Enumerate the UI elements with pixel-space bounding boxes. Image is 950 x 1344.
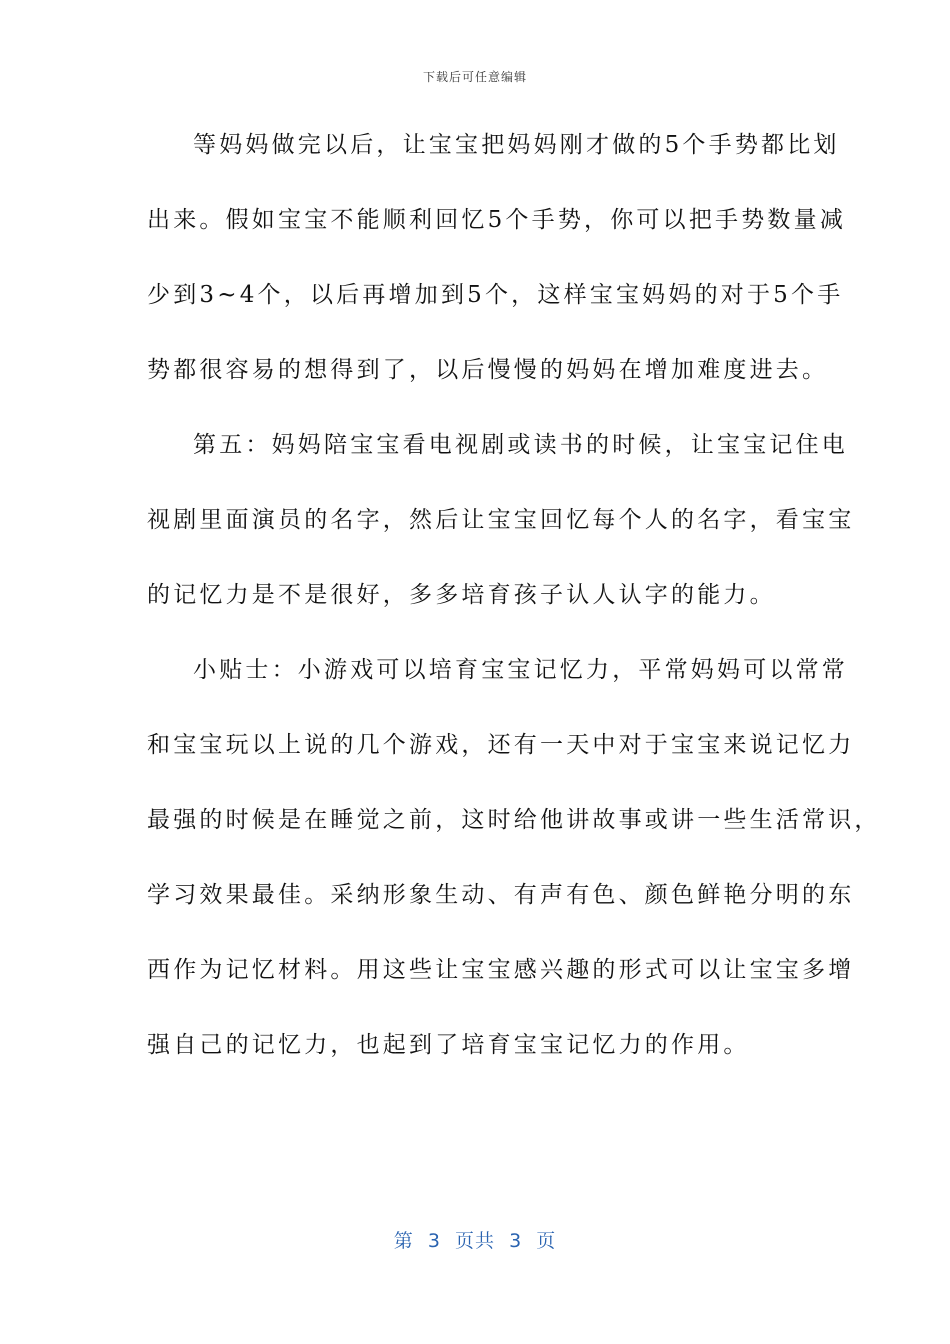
header-note: 下载后可任意编辑	[422, 70, 527, 84]
paragraph-line: 势都很容易的想得到了，以后慢慢的妈妈在增加难度进去。	[147, 357, 829, 383]
page-number-footer: 第 3 页共 3 页	[393, 1230, 557, 1252]
paragraph-line: 小贴士：小游戏可以培育宝宝记忆力，平常妈妈可以常常	[193, 657, 848, 683]
paragraph-line: 等妈妈做完以后，让宝宝把妈妈刚才做的5个手势都比划	[193, 132, 840, 158]
paragraph-line: 西作为记忆材料。用这些让宝宝感兴趣的形式可以让宝宝多增	[147, 957, 855, 983]
paragraph-line: 学习效果最佳。采纳形象生动、有声有色、颜色鲜艳分明的东	[147, 882, 855, 908]
paragraph-line: 出来。假如宝宝不能顺利回忆5个手势，你可以把手势数量减	[147, 207, 847, 233]
paragraph-line: 视剧里面演员的名字，然后让宝宝回忆每个人的名字，看宝宝	[147, 507, 855, 533]
document-body	[147, 122, 881, 1097]
paragraph-line: 最强的时候是在睡觉之前，这时给他讲故事或讲一些生活常识，	[147, 807, 881, 833]
paragraph-line: 和宝宝玩以上说的几个游戏，还有一天中对于宝宝来说记忆力	[147, 732, 855, 758]
paragraph-line: 强自己的记忆力，也起到了培育宝宝记忆力的作用。	[147, 1032, 750, 1058]
paragraph-line: 少到3~4个，以后再增加到5个，这样宝宝妈妈的对于5个手	[147, 282, 844, 308]
paragraph-line: 的记忆力是不是很好，多多培育孩子认人认字的能力。	[147, 582, 776, 608]
paragraph-line: 第五：妈妈陪宝宝看电视剧或读书的时候，让宝宝记住电	[193, 432, 848, 458]
